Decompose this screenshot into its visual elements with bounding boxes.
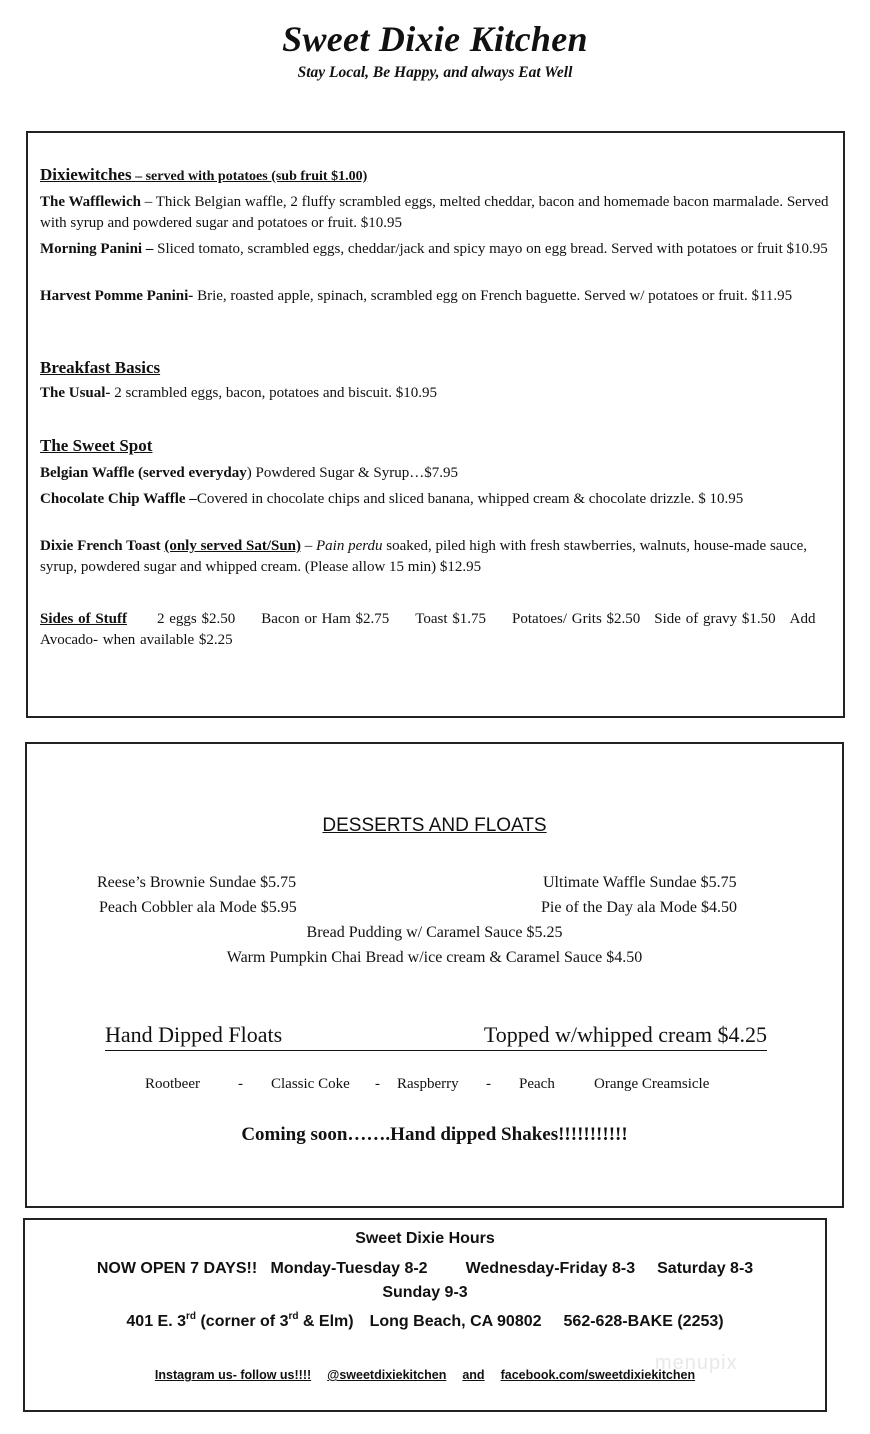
address-line: [25, 1313, 825, 1331]
address-sup: rd: [186, 1311, 197, 1322]
dessert-item: Pie of the Day ala Mode $4.50: [541, 899, 737, 916]
item-italic: Pain perdu: [316, 538, 383, 554]
side-item: Side of gravy $1.50: [654, 611, 776, 627]
desserts-box: [25, 742, 844, 1208]
item-desc: Powdered Sugar & Syrup…$7.95: [251, 465, 459, 481]
flavor-separator: -: [375, 1076, 380, 1092]
coming-soon-note: Coming soon…….Hand dipped Shakes!!!!!!!!!!!: [241, 1124, 628, 1145]
address-street: [126, 1313, 353, 1330]
dessert-item: Ultimate Waffle Sundae $5.75: [543, 874, 737, 891]
side-item: Add Avocado- when available $2.25: [40, 611, 816, 648]
sides-list: [40, 609, 835, 651]
item-sep: –: [140, 194, 156, 210]
item-note: (only served Sat/Sun): [164, 538, 302, 554]
flavor-item: Peach: [519, 1076, 555, 1092]
breakfast-basics-heading: Breakfast Basics: [40, 358, 161, 377]
flavor-item: Raspberry: [397, 1076, 459, 1092]
sides-heading: Sides of Stuff: [40, 611, 128, 627]
menu-item-harvest-panini: [40, 286, 830, 307]
flavor-item: Orange Creamsicle: [594, 1076, 710, 1092]
menu-item-wafflewich: [40, 192, 830, 234]
item-sep: ): [246, 465, 252, 481]
hours-sat: Saturday 8-3: [657, 1260, 754, 1277]
dixiewitches-note: – served with potatoes (sub fruit $1.00): [135, 169, 368, 184]
item-name: Morning Panini –: [40, 241, 154, 257]
menu-item-the-usual: [40, 383, 830, 404]
hours-wed-fri: Wednesday-Friday 8-3: [465, 1260, 636, 1277]
facebook-link[interactable]: facebook.com/sweetdixiekitchen: [500, 1368, 696, 1382]
flavor-separator: -: [486, 1076, 491, 1092]
address-part: 401 E. 3: [126, 1313, 187, 1330]
flavor-item: Classic Coke: [271, 1076, 350, 1092]
dessert-item: Bread Pudding w/ Caramel Sauce $5.25: [306, 924, 563, 941]
item-name: The Usual-: [40, 385, 111, 401]
item-name: Harvest Pomme Panini-: [40, 288, 194, 304]
menu-item-french-toast: [40, 536, 830, 578]
hours-title: Sweet Dixie Hours: [355, 1230, 495, 1247]
item-sep: –: [301, 538, 317, 554]
item-name: The Wafflewich: [40, 194, 141, 210]
item-name: Dixie French Toast: [40, 538, 161, 554]
menu-item-morning-panini: [40, 239, 830, 260]
item-name: Belgian Waffle (served everyday: [40, 465, 247, 481]
watermark-logo: menupix: [655, 1352, 738, 1374]
hours-line: [25, 1260, 825, 1278]
open-notice: NOW OPEN 7 DAYS!!: [96, 1260, 258, 1277]
dessert-item: Peach Cobbler ala Mode $5.95: [99, 899, 297, 916]
social-and: and: [462, 1368, 485, 1382]
floats-label: Hand Dipped Floats: [105, 1022, 283, 1047]
social-lead: Instagram us- follow us!!!!: [154, 1368, 312, 1382]
flavor-item: Rootbeer: [145, 1076, 200, 1092]
item-desc: Covered in chocolate chips and sliced banana, whipped cream & chocolate drizzle. $ 10.95: [196, 491, 744, 507]
item-name: Chocolate Chip Waffle –: [40, 491, 197, 507]
side-item: Toast $1.75: [415, 611, 487, 627]
flavor-separator: -: [238, 1076, 243, 1092]
item-desc: soaked, piled high with fresh stawberries, walnuts, house-made sauce, syrup, powdered sugar and whipped cream. (Please allow 15 min) $12.95: [40, 538, 808, 575]
side-item: 2 eggs $2.50: [157, 611, 236, 627]
side-item: Potatoes/ Grits $2.50: [512, 611, 641, 627]
item-desc: 2 scrambled eggs, bacon, potatoes and biscuit. $10.95: [110, 385, 438, 401]
item-desc: Brie, roasted apple, spinach, scrambled egg on French baguette. Served w/ potatoes or fruit. $11.95: [197, 288, 793, 304]
section-dixiewitches: [40, 165, 367, 185]
menu-item-belgian-waffle: [40, 463, 830, 484]
restaurant-title: Sweet Dixie Kitchen: [282, 19, 588, 59]
item-desc: Thick Belgian waffle, 2 fluffy scrambled eggs, melted cheddar, bacon and homemade bacon marmalade. Served with syrup and powdered sugar and potatoes or fruit. $10.95: [40, 194, 829, 231]
hours-sun: Sunday 9-3: [382, 1284, 468, 1301]
address-part: (corner of 3: [196, 1313, 289, 1330]
address-sup: rd: [288, 1311, 299, 1322]
address-city: Long Beach, CA 90802: [369, 1313, 542, 1330]
breakfast-menu-box: [26, 131, 845, 718]
restaurant-tagline: Stay Local, Be Happy, and always Eat Well: [297, 64, 573, 81]
phone-number: 562-628-BAKE (2253): [563, 1313, 724, 1330]
dessert-item: Reese’s Brownie Sundae $5.75: [97, 874, 297, 891]
hours-mon-tue: Monday-Tuesday 8-2: [270, 1260, 428, 1277]
floats-row: [105, 1022, 767, 1051]
sweet-spot-heading: The Sweet Spot: [40, 436, 153, 455]
hours-box: [23, 1218, 827, 1412]
instagram-handle[interactable]: @sweetdixiekitchen: [327, 1368, 447, 1382]
item-desc: Sliced tomato, scrambled eggs, cheddar/jack and spicy mayo on egg bread. Served with potatoes or fruit $10.95: [157, 241, 828, 257]
desserts-heading: DESSERTS AND FLOATS: [322, 815, 547, 836]
address-part: & Elm): [298, 1313, 354, 1330]
dessert-item: Warm Pumpkin Chai Bread w/ice cream & Caramel Sauce $4.50: [226, 949, 643, 966]
dixiewitches-heading: Dixiewitches: [40, 165, 132, 184]
menu-item-choc-chip-waffle: [40, 489, 830, 510]
floats-price: Topped w/whipped cream $4.25: [483, 1022, 767, 1047]
side-item: Bacon or Ham $2.75: [261, 611, 390, 627]
